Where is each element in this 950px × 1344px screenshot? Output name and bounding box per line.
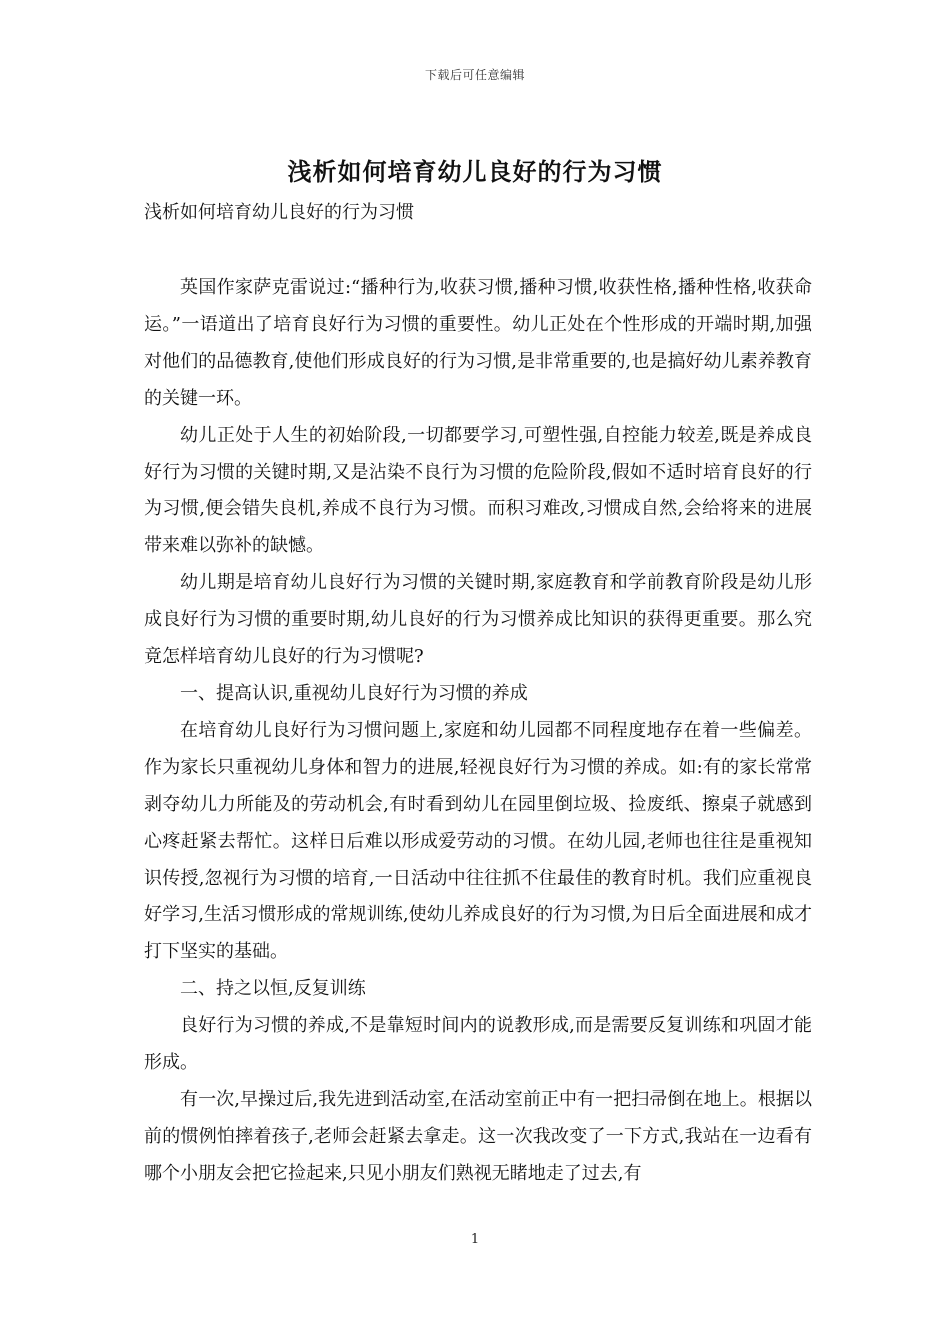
section-heading-2: 二、持之以恒,反复训练 <box>180 978 366 1000</box>
paragraph-anecdote: 有一次,早操过后,我先进到活动室,在活动室前正中有一把扫帚倒在地上。根据以前的惯例怕摔着孩子,老师会赶紧去拿走。这一次我改变了一下方式,我站在一边看有哪个小朋友会把它捡起来,只见小朋友们熟视无睹地走了过去,有 <box>144 1088 812 1184</box>
section-heading-1: 一、提高认识,重视幼儿良好行为习惯的养成 <box>180 682 528 704</box>
paragraph-question: 幼儿期是培育幼儿良好行为习惯的关键时期,家庭教育和学前教育阶段是幼儿形成良好行为习惯的重要时期,幼儿良好的行为习惯养成比知识的获得更重要。那么究竟怎样培育幼儿良好的行为习惯呢? <box>144 572 812 668</box>
paragraph-section-1: 在培育幼儿良好行为习惯问题上,家庭和幼儿园都不同程度地存在着一些偏差。作为家长只重视幼儿身体和智力的进展,轻视良好行为习惯的养成。如:有的家长常常剥夺幼儿力所能及的劳动机会,有时看到幼儿在园里倒垃圾、捡废纸、擦桌子就感到心疼赶紧去帮忙。这样日后难以形成爱劳动的习惯。在幼儿园,老师也往往是重视知识传授,忽视行为习惯的培育,一日活动中往往抓不住最佳的教育时机。我们应重视良好学习,生活习惯形成的常规训练,使幼儿养成良好的行为习惯,为日后全面进展和成才打下坚实的基础。 <box>144 719 812 963</box>
document-subtitle: 浅析如何培育幼儿良好的行为习惯 <box>144 202 414 223</box>
paragraph-intro: 英国作家萨克雷说过:“播种行为,收获习惯,播种习惯,收获性格,播种性格,收获命运。”一语道出了培育良好行为习惯的重要性。幼儿正处在个性形成的开端时期,加强对他们的品德教育,使他们形成良好的行为习惯,是非常重要的,也是搞好幼儿素养教育的关键一环。 <box>144 277 812 409</box>
document-title: 浅析如何培育幼儿良好的行为习惯 <box>287 157 663 186</box>
paragraph-section-2: 良好行为习惯的养成,不是靠短时间内的说教形成,而是需要反复训练和巩固才能形成。 <box>144 1015 812 1074</box>
paragraph-critical-period: 幼儿正处于人生的初始阶段,一切都要学习,可塑性强,自控能力较差,既是养成良好行为习惯的关键时期,又是沾染不良行为习惯的危险阶段,假如不适时培育良好的行为习惯,便会错失良机,养成不良行为习惯。而积习难改,习惯成自然,会给将来的进展带来难以弥补的缺憾。 <box>144 424 812 557</box>
header-note: 下载后可任意编辑 <box>424 68 525 82</box>
page-number: 1 <box>470 1232 480 1247</box>
document-body <box>144 270 812 1193</box>
